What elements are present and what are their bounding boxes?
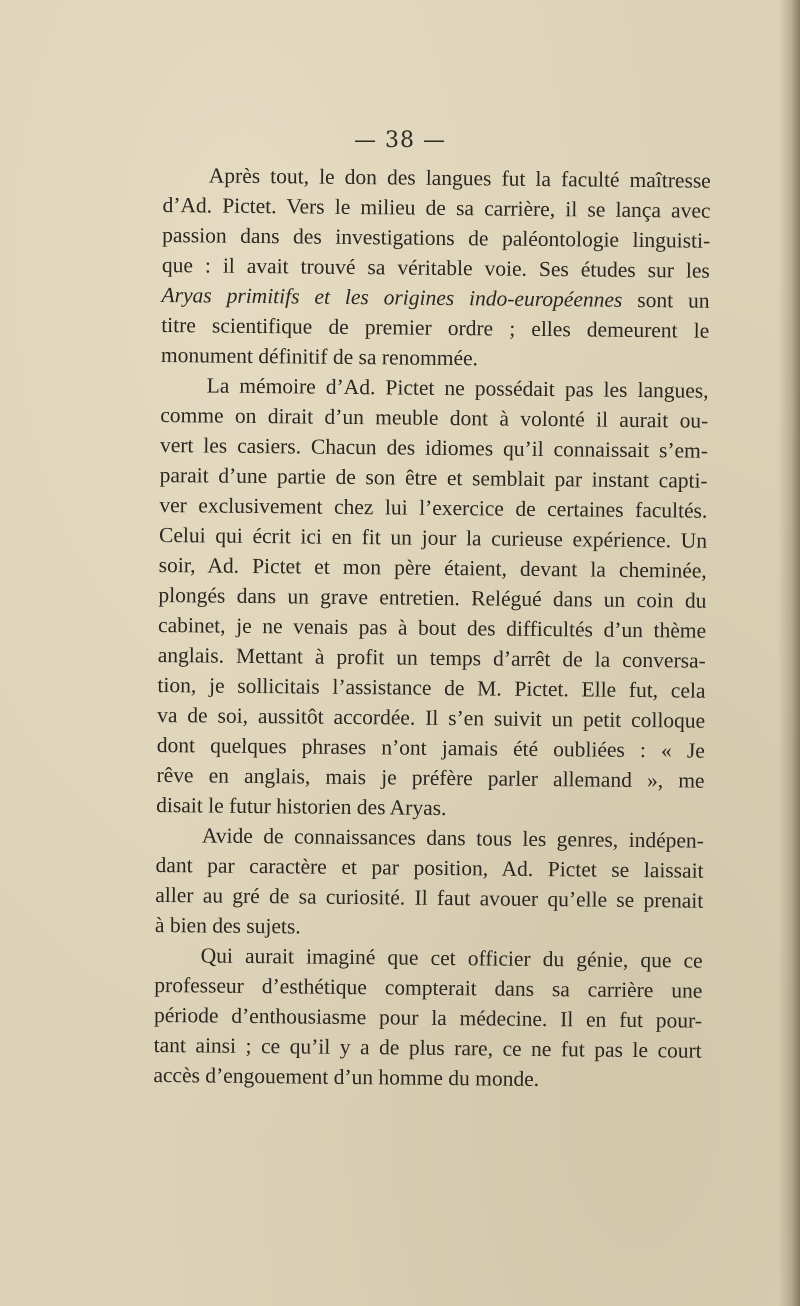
body-text [153,160,711,1096]
text-line: Qui aurait imaginé que cet officier du génie, que ce [200,943,703,973]
text-line: dant par caractère et par position, Ad. Pictet se laissait [155,852,704,883]
text-line: que : il avait trouvé sa véritable voie. Ses études sur les [161,252,710,283]
text-line: dont quelques phrases n’ont jamais été oubliées : « Je [156,732,705,763]
text-line: titre scientifique de premier ordre ; elles demeurent le [161,312,710,343]
italic-title: Aryas primitifs et les origines indo-européennes [161,282,623,312]
text-line: La mémoire d’Ad. Pictet ne possédait pas les langues, [206,373,709,403]
text-line: parait d’une partie de son être et semblait par instant capti- [159,462,708,493]
text-line: Celui qui écrit ici en fit un jour la curieuse expérience. Un [158,522,708,553]
text-line: disait le futur historien des Aryas. [156,792,447,821]
text-line: période d’enthousiasme pour la médecine. Il en fut pour- [153,1002,703,1033]
text-line: accès d’engouement d’un homme du monde. [153,1062,540,1091]
text-line: d’Ad. Pictet. Vers le milieu de sa carrière, il se lança avec [162,192,711,223]
paragraph [155,820,704,946]
text-line: soir, Ad. Pictet et mon père étaient, devant la cheminée, [158,552,707,583]
text-line: rêve en anglais, mais je préfère parler allemand », me [156,762,705,793]
page-edge-shadow [778,0,800,1306]
text-line: Avide de connaissances dans tous les genres, indépen- [201,823,705,853]
text-line: à bien des sujets. [154,912,301,939]
text-line: cabinet, je ne venais pas à bout des difficultés d’un thème [158,612,707,643]
text-line: ver exclusivement chez lui l’exercice de certaines facultés. [159,492,708,523]
page-number: — 38 — [354,128,446,153]
text-line: tion, je sollicitais l’assistance de M. Pictet. Elle fut, cela [157,672,706,703]
text-line: professeur d’esthétique compterait dans sa carrière une [154,972,703,1003]
text-line: passion dans des investigations de paléontologie linguisti- [162,222,711,253]
text-line: anglais. Mettant à profit un temps d’arrêt de la conversa- [157,642,706,673]
paragraph [153,940,703,1096]
text-line: aller au gré de sa curiosité. Il faut avouer qu’elle se prenait [155,882,704,913]
text-line: Aryas primitifs et les origines indo-européennes sont un [161,282,710,313]
text-line: monument définitif de sa renommée. [160,342,479,371]
text-line: vert les casiers. Chacun des idiomes qu’il connaissait s’em- [159,432,709,463]
text-line: plongés dans un grave entretien. Relégué dans un coin du [158,582,707,613]
text-line: tant ainsi ; ce qu’il y a de plus rare, ce ne fut pas le court [153,1032,702,1063]
text-line: va de soi, aussitôt accordée. Il s’en suivit un petit colloque [157,702,706,733]
paragraph [156,370,709,826]
paragraph [161,160,711,376]
text-line: Après tout, le don des langues fut la faculté maîtresse [208,163,711,193]
text-line: comme on dirait d’un meuble dont à volonté il aurait ou- [160,402,709,433]
